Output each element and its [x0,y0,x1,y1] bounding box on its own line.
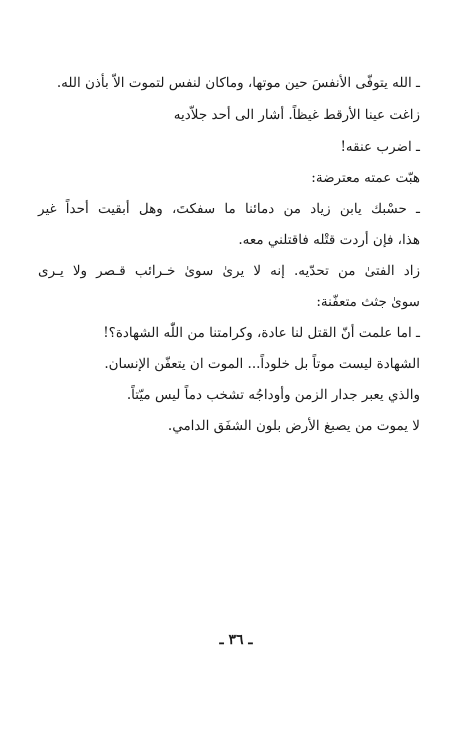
page-number: ـ ٣٦ ـ [219,632,253,648]
text-line-5: ـ حسْبك يابن زياد من دمائنا ما سفكتَ، وهل أبقيت أحداً غير [38,201,420,217]
text-line-3: ـ اضرب عنقه! [340,139,420,155]
text-line-8: سوىٰ جثث متعفّنة: [316,294,420,310]
text-line-4: هبّت عمته معترضة: [311,170,420,186]
text-line-6: هذا، فإن أردت قتْله فاقتلني معه. [238,232,420,248]
text-line-11: والذي يعبر جدار الزمن وأوداجُه تشخب دماً ليس ميّتاً. [126,387,420,403]
text-line-10: الشهادة ليست موتاً بل خلوداً... الموت ان يتعفّن الإنسان. [104,356,420,372]
text-line-1: ـ الله يتوفّى الأنفسَ حين موتها، وماكان لنفس لتموت الاّ بأذن الله. [56,75,420,91]
text-line-9: ـ اما علمت أنّ القتل لنا عادة، وكرامتنا من اللّٰه الشهادة؟! [103,325,420,341]
text-line-7: زاد الفتىٰ من تحدّيه. إنه لا يرىٰ سوىٰ خـرائب قـصر ولا يـرى [38,263,420,279]
text-line-12: لا يموت من يصبغ الأرض بلون الشفَق الدامي. [167,418,420,434]
text-line-2: زاغت عينا الأرقط غيظاً. أشار الى أحد جلاّديه [173,107,420,123]
